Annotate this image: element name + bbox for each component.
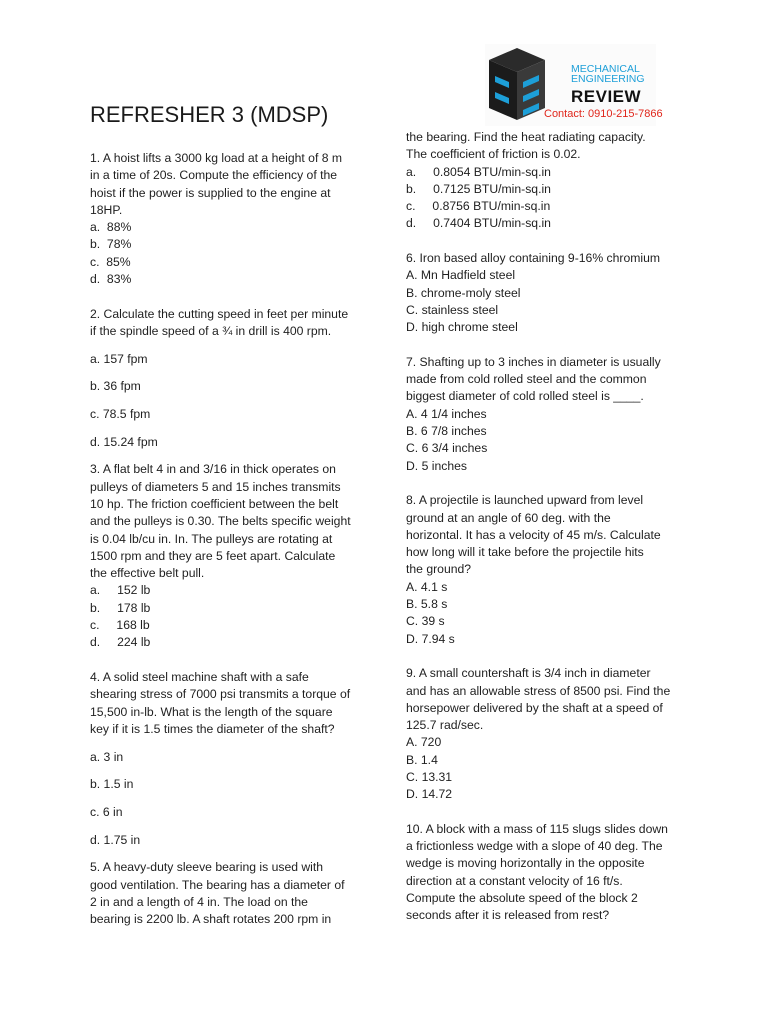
- question-text-line: bearing is 2200 lb. A shaft rotates 200 rpm in: [90, 912, 332, 927]
- left-column: [90, 150, 380, 928]
- question-text-line: 2. Calculate the cutting speed in feet per minute: [90, 306, 349, 321]
- question-text-line: how long will it take before the projectile hits: [406, 545, 644, 560]
- question-text-line: 1500 rpm and they are 5 feet apart. Calculate: [90, 548, 336, 563]
- question-9: [406, 665, 706, 803]
- question-text-line: horizontal. It has a velocity of 45 m/s. Calculate: [406, 527, 661, 542]
- question-7: [406, 354, 706, 475]
- answer-choice: d. 1.75 in: [90, 832, 141, 847]
- answer-choice: b. 178 lb: [90, 600, 151, 615]
- answer-choice: C. stainless steel: [406, 302, 499, 317]
- question-text-line: hoist if the power is supplied to the engine at: [90, 185, 331, 200]
- question-10: [406, 821, 706, 925]
- logo-contact: Contact: 0910-215-7866: [544, 108, 663, 120]
- question-text-line: ground at an angle of 60 deg. with the: [406, 510, 611, 525]
- answer-choice: d. 83%: [90, 272, 132, 287]
- answer-choice: b. 1.5 in: [90, 777, 134, 792]
- question-text-line: a frictionless wedge with a slope of 40 deg. The: [406, 839, 663, 854]
- question-text-line: made from cold rolled steel and the common: [406, 372, 647, 387]
- answer-choice: A. 4.1 s: [406, 579, 448, 594]
- question-text-line: 7. Shafting up to 3 inches in diameter is usually: [406, 354, 661, 369]
- answer-choice: c. 168 lb: [90, 618, 150, 633]
- question-text-line: 5. A heavy-duty sleeve bearing is used with: [90, 860, 324, 875]
- question-text-line: 10. A block with a mass of 115 slugs slides down: [406, 821, 668, 836]
- question-4: [90, 669, 380, 849]
- question-text-line: 2 in and a length of 4 in. The load on the: [90, 894, 308, 909]
- answer-choice: d. 15.24 fpm: [90, 434, 158, 449]
- question-8: [406, 492, 706, 648]
- answer-choice: A. 4 1/4 inches: [406, 406, 487, 421]
- question-text-line: wedge is moving horizontally in the opposite: [406, 856, 645, 871]
- answer-choice: C. 6 3/4 inches: [406, 441, 488, 456]
- answer-choice: C. 13.31: [406, 769, 453, 784]
- answer-choice: B. 1.4: [406, 752, 438, 767]
- answer-choice: b. 36 fpm: [90, 379, 141, 394]
- answer-choice: a. 152 lb: [90, 583, 151, 598]
- answer-choice: D. 14.72: [406, 787, 453, 802]
- question-text-line: 18HP.: [90, 202, 123, 217]
- question-5-continued: [406, 129, 706, 233]
- question-text-line: in a time of 20s. Compute the efficiency of the: [90, 168, 338, 183]
- answer-choice: D. 7.94 s: [406, 631, 455, 646]
- answer-choice: a. 88%: [90, 220, 132, 235]
- question-text-line: key if it is 1.5 times the diameter of the shaft?: [90, 721, 335, 736]
- question-text-line: the effective belt pull.: [90, 566, 205, 581]
- question-text-line: Compute the absolute speed of the block 2: [406, 891, 638, 906]
- answer-choice: D. 5 inches: [406, 458, 467, 473]
- answer-choice: c. 78.5 fpm: [90, 407, 151, 422]
- question-text-line: The coefficient of friction is 0.02.: [406, 147, 581, 162]
- question-2: [90, 306, 380, 451]
- question-text-line: the ground?: [406, 562, 472, 577]
- answer-choice: A. 720: [406, 735, 442, 750]
- answer-choice: A. Mn Hadfield steel: [406, 268, 516, 283]
- logo-text-engineering: ENGINEERING: [571, 73, 645, 85]
- question-text-line: is 0.04 lb/cu in. In. The pulleys are rotating at: [90, 531, 333, 546]
- question-text-line: seconds after it is released from rest?: [406, 908, 610, 923]
- question-6: [406, 250, 706, 336]
- question-text-line: good ventilation. The bearing has a diameter of: [90, 877, 345, 892]
- question-text-line: 1. A hoist lifts a 3000 kg load at a height of 8 m: [90, 151, 343, 165]
- question-1: [90, 150, 380, 288]
- right-column: [406, 129, 706, 925]
- question-5: [90, 859, 380, 928]
- answer-choice: B. chrome-moly steel: [406, 285, 521, 300]
- answer-choice: B. 5.8 s: [406, 597, 448, 612]
- answer-choice: b. 78%: [90, 237, 132, 252]
- question-text-line: 125.7 rad/sec.: [406, 718, 484, 733]
- question-text-line: shearing stress of 7000 psi transmits a torque of: [90, 687, 351, 702]
- question-text-line: pulleys of diameters 5 and 15 inches transmits: [90, 479, 341, 494]
- answer-choice: c. 0.8756 BTU/min-sq.in: [406, 199, 551, 214]
- answer-choice: D. high chrome steel: [406, 320, 518, 335]
- question-text-line: and has an allowable stress of 8500 psi. Find the: [406, 683, 671, 698]
- answer-choice: d. 0.7404 BTU/min-sq.in: [406, 216, 551, 231]
- question-text-line: 6. Iron based alloy containing 9-16% chromium: [406, 251, 661, 266]
- question-text-line: 4. A solid steel machine shaft with a safe: [90, 669, 309, 684]
- answer-choice: B. 6 7/8 inches: [406, 424, 487, 439]
- question-text-line: 8. A projectile is launched upward from level: [406, 493, 644, 508]
- question-text-line: and the pulleys is 0.30. The belts specific weight: [90, 514, 351, 529]
- question-text-line: horsepower delivered by the shaft at a speed of: [406, 700, 663, 715]
- question-text-line: biggest diameter of cold rolled steel is ____.: [406, 389, 644, 404]
- answer-choice: a. 0.8054 BTU/min-sq.in: [406, 164, 551, 179]
- answer-choice: c. 6 in: [90, 804, 123, 819]
- answer-choice: d. 224 lb: [90, 635, 151, 650]
- logo-text-review: REVIEW: [571, 87, 642, 106]
- answer-choice: a. 3 in: [90, 749, 124, 764]
- question-text-line: 15,500 in-lb. What is the length of the square: [90, 704, 333, 719]
- question-text-line: 3. A flat belt 4 in and 3/16 in thick operates on: [90, 462, 336, 477]
- answer-choice: b. 0.7125 BTU/min-sq.in: [406, 181, 551, 196]
- answer-choice: C. 39 s: [406, 614, 445, 629]
- logo: [485, 44, 663, 126]
- question-text-line: the bearing. Find the heat radiating capacity.: [406, 130, 646, 144]
- question-text-line: direction at a constant velocity of 16 ft/s.: [406, 873, 623, 888]
- page-title: REFRESHER 3 (MDSP): [90, 102, 329, 127]
- question-3: [90, 461, 380, 651]
- answer-choice: a. 157 fpm: [90, 351, 148, 366]
- question-text-line: 9. A small countershaft is 3/4 inch in diameter: [406, 666, 651, 681]
- logo-text-mechanical: MECHANICAL: [571, 63, 640, 75]
- question-text-line: if the spindle speed of a ¾ in drill is 400 rpm.: [90, 323, 332, 338]
- question-text-line: 10 hp. The friction coefficient between the belt: [90, 497, 339, 511]
- answer-choice: c. 85%: [90, 254, 131, 269]
